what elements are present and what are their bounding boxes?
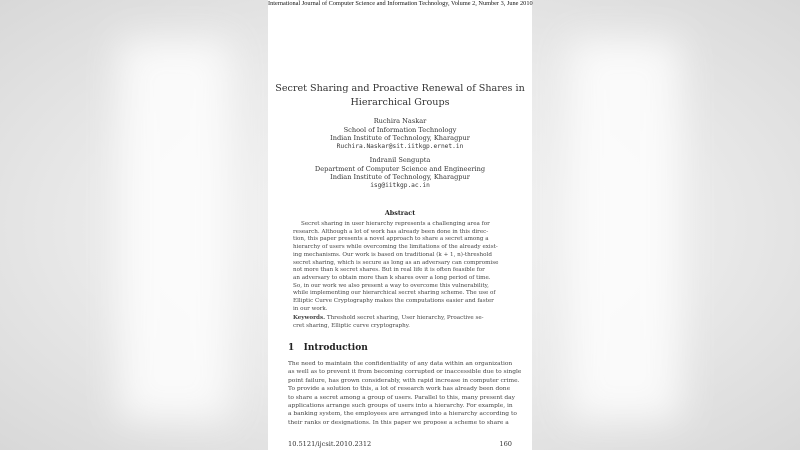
author-dept: School of Information Technology <box>343 125 457 134</box>
abstract-line: Secret sharing in user hierarchy represents a challenging area for <box>301 221 490 227</box>
document-page <box>268 0 532 450</box>
author-inst: Indian Institute of Technology, Kharagpur <box>330 173 470 182</box>
author-email: Ruchira.Naskar@sit.iitkgp.ernet.in <box>336 142 464 150</box>
abstract-line: while implementing our hierarchical secret sharing scheme. The use of <box>293 290 496 297</box>
keywords-text: Threshold secret sharing, User hierarchy, Proactive se- <box>326 315 484 321</box>
section-number: 1 <box>288 343 295 353</box>
keywords <box>293 315 505 323</box>
section-title: Introduction <box>303 343 368 353</box>
abstract-line: in our work. <box>293 305 328 312</box>
abstract-line: hierarchy of users while overcoming the limitations of the already exist- <box>293 244 498 251</box>
title-line: Secret Sharing and Proactive Renewal of Shares in <box>275 83 525 94</box>
author-inst: Indian Institute of Technology, Kharagpur <box>330 134 470 143</box>
keywords-text: cret sharing, Elliptic curve cryptography. <box>293 322 410 329</box>
abstract-line: secret sharing, which is secure as long as an adversary can compromise <box>293 259 499 266</box>
abstract-line: tion, this paper presents a novel approach to share a secret among a <box>293 236 489 243</box>
author-dept: Department of Computer Science and Engineering <box>314 164 486 173</box>
intro-line: as well as to prevent it from becoming corrupted or inaccessible due to single <box>288 369 522 376</box>
journal-header: International Journal of Computer Science and Information Technology, Volume 2, Number 3, June 2010 <box>268 0 533 7</box>
intro-line: To provide a solution to this, a lot of research work has already been done <box>288 386 511 393</box>
paper-title <box>268 82 532 109</box>
abstract-line: So, in our work we also present a way to overcome this vulnerability, <box>293 282 489 289</box>
intro-line: applications arrange such groups of users into a hierarchy. For example, in <box>288 403 513 409</box>
intro-line: The need to maintain the confidentiality of any data within an organization <box>288 361 513 367</box>
background-blur <box>120 40 230 420</box>
section-heading <box>288 343 368 353</box>
author-name: Indranil Sengupta <box>369 156 431 164</box>
intro-line: their ranks or designations. In this paper we propose a scheme to share a <box>288 419 509 426</box>
doi: 10.5121/ijcsit.2010.2312 <box>288 440 372 448</box>
title-line: Hierarchical Groups <box>350 96 450 108</box>
author-email: isg@iitkgp.ac.in <box>370 181 430 189</box>
abstract-line: not more than k secret shares. But in real life it is often feasible for <box>293 267 485 274</box>
author-name: Ruchira Naskar <box>373 117 427 125</box>
abstract-line: ing mechanisms. Our work is based on traditional (k + 1, n)-threshold <box>293 251 492 258</box>
author-block <box>268 117 532 151</box>
abstract-heading: Abstract <box>384 209 416 217</box>
keywords-label: Keywords. <box>293 315 326 321</box>
intro-line: a banking system, the employees are arranged into a hierarchy according to <box>288 411 517 418</box>
page-number: 160 <box>499 440 512 448</box>
abstract-line: research. Although a lot of work has already been done in this direc- <box>293 228 489 235</box>
author-block <box>268 156 532 190</box>
abstract-line: an adversary to obtain more than k shares over a long period of time. <box>293 274 491 281</box>
abstract-line: Elliptic Curve Cryptography makes the computations easier and faster <box>293 298 494 304</box>
intro-line: point failure, has grown considerably, with rapid increase in computer crime. <box>288 377 520 384</box>
intro-line: to share a secret among a group of users. Parallel to this, many present day <box>288 394 516 401</box>
background-blur <box>570 40 680 420</box>
